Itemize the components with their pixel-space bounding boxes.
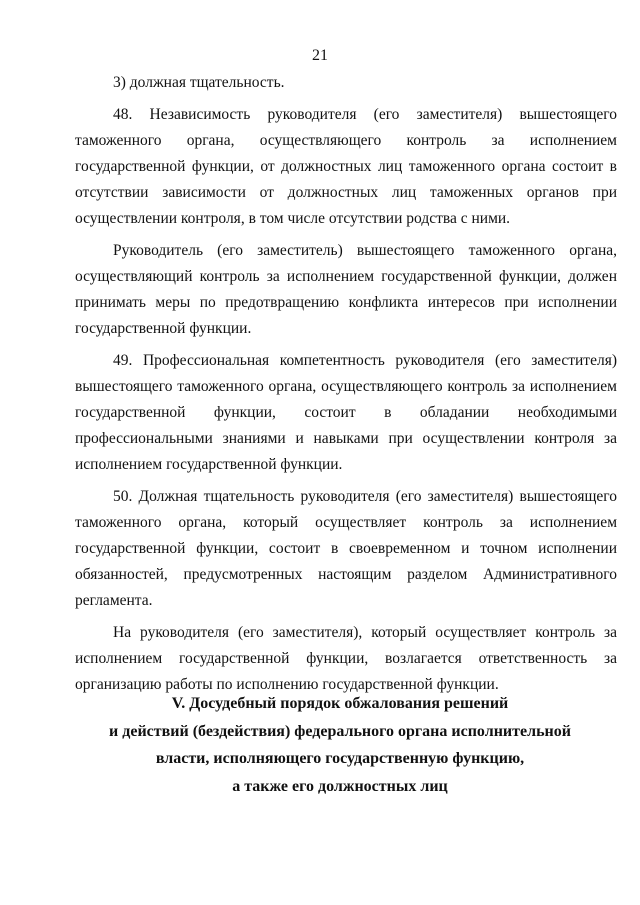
section-heading-line: власти, исполняющего государственную функцию, [155,750,525,767]
section-heading-line: а также его должностных лиц [232,777,448,795]
section-heading [60,690,620,800]
section-heading-line: V. Досудебный порядок обжалования решений [171,695,509,712]
paragraph-49: 49. Профессиональная компетентность руководителя (его заместителя) вышестоящего таможенного органа, осуществляющего контроль за исполнением государственной функции, состоит в обладании необходимыми профессиональными знаниями и навыками при осуществлении контроля за исполнением государственной функции. [75,352,617,473]
paragraph-responsibility: На руководителя (его заместителя), который осуществляет контроль за исполнением государственной функции, возлагается ответственность за организацию работы по исполнению государственной функции. [75,624,617,693]
paragraph-head-conflict: Руководитель (его заместитель) вышестоящего таможенного органа, осуществляющий контроль за исполнением государственной функции, должен принимать меры по предотвращению конфликта интересов при исполнении государственной функции. [75,242,617,337]
paragraph-item-3: 3) должная тщательность. [113,74,285,91]
section-heading-line: и действий (бездействия) федерального органа исполнительной [109,722,571,740]
paragraph-48: 48. Независимость руководителя (его заместителя) вышестоящего таможенного органа, осуществляющего контроль за исполнением государственной функции, от должностных лиц таможенного органа состоит в отсутствии зависимости от должностных лиц таможенных органов при осуществлении контроля, в том числе отсутствии родства с ними. [75,106,617,227]
paragraph-50: 50. Должная тщательность руководителя (его заместителя) вышестоящего таможенного органа, который осуществляет контроль за исполнением государственной функции, состоит в своевременном и точном исполнении обязанностей, предусмотренных настоящим разделом Административного регламента. [75,488,617,609]
document-body [75,70,617,698]
page-number: 21 [312,47,328,64]
